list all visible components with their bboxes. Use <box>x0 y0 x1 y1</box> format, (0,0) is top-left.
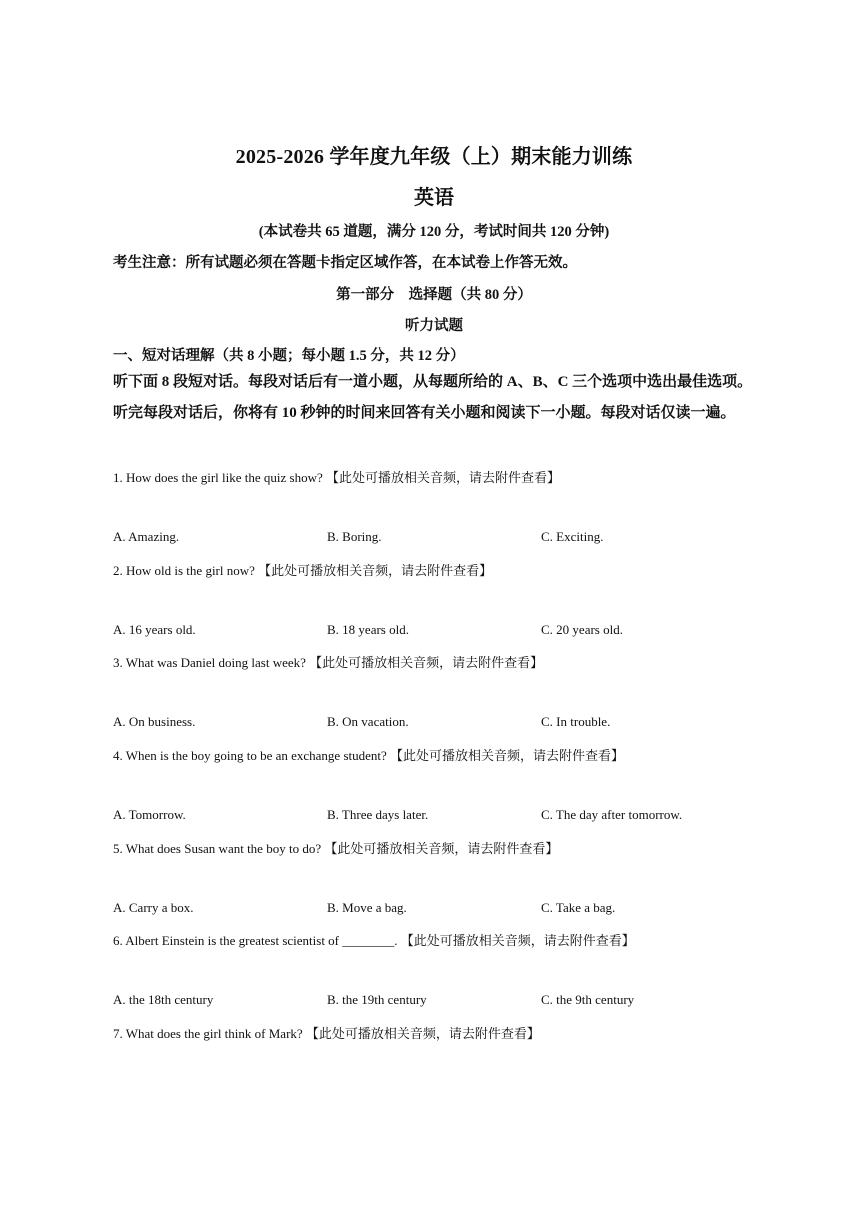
exam-title: 2025-2026 学年度九年级（上）期末能力训练 <box>235 146 633 168</box>
option-b: B. the 19th century <box>327 992 427 1007</box>
option-a: A. Carry a box. <box>113 900 194 915</box>
subject-title: 英语 <box>414 187 454 209</box>
audio-note: 【此处可播放相关音频，请去附件查看】 <box>305 1026 540 1041</box>
option-b: B. Boring. <box>327 529 382 544</box>
option-c: C. Take a bag. <box>541 900 616 915</box>
option-b: B. 18 years old. <box>327 622 409 637</box>
option-b: B. On vacation. <box>327 714 409 729</box>
question-text: 6. Albert Einstein is the greatest scientist of ________. <box>113 933 398 948</box>
audio-note: 【此处可播放相关音频，请去附件查看】 <box>258 563 493 578</box>
section-instructions: 听下面 8 段短对话。每段对话后有一道小题，从每题所给的 A、B、C 三个选项中选出最佳选项。听完每段对话后，你将有 10 秒钟的时间来回答有关小题和阅读下一小题。每段对话仅读一遍。 <box>113 374 753 421</box>
audio-note: 【此处可播放相关音频，请去附件查看】 <box>326 470 561 485</box>
question-stem <box>113 560 492 579</box>
question-text: 7. What does the girl think of Mark? <box>113 1026 303 1041</box>
audio-note: 【此处可播放相关音频，请去附件查看】 <box>390 748 625 763</box>
option-c: C. The day after tomorrow. <box>541 807 683 822</box>
option-a: A. On business. <box>113 714 196 729</box>
audio-note: 【此处可播放相关音频，请去附件查看】 <box>400 933 635 948</box>
question-stem <box>113 1023 540 1042</box>
exam-notice: 考生注意：所有试题必须在答题卡指定区域作答，在本试卷上作答无效。 <box>113 255 577 271</box>
option-b: B. Move a bag. <box>327 900 407 915</box>
part-title: 第一部分 选择题（共 80 分） <box>336 287 532 303</box>
question-text: 1. How does the girl like the quiz show? <box>113 470 323 485</box>
option-a: A. 16 years old. <box>113 622 196 637</box>
option-a: A. Tomorrow. <box>113 807 186 822</box>
question-stem <box>113 745 624 764</box>
exam-info: (本试卷共 65 道题，满分 120 分，考试时间共 120 分钟) <box>258 224 610 240</box>
question-text: 5. What does Susan want the boy to do? <box>113 841 322 856</box>
listening-title: 听力试题 <box>405 318 463 334</box>
option-a: A. Amazing. <box>113 529 180 544</box>
option-a: A. the 18th century <box>113 992 214 1007</box>
question-text: 4. When is the boy going to be an exchange student? <box>113 748 387 763</box>
option-c: C. Exciting. <box>541 529 604 544</box>
question-stem <box>113 467 560 486</box>
question-stem <box>113 838 558 857</box>
audio-note: 【此处可播放相关音频，请去附件查看】 <box>324 841 559 856</box>
question-stem <box>113 930 635 949</box>
question-stem <box>113 652 543 671</box>
option-c: C. In trouble. <box>541 714 611 729</box>
option-c: C. the 9th century <box>541 992 635 1007</box>
audio-note: 【此处可播放相关音频，请去附件查看】 <box>309 655 544 670</box>
option-b: B. Three days later. <box>327 807 429 822</box>
section-heading: 一、短对话理解（共 8 小题；每小题 1.5 分，共 12 分） <box>113 348 465 364</box>
question-text: 3. What was Daniel doing last week? <box>113 655 306 670</box>
option-c: C. 20 years old. <box>541 622 623 637</box>
question-text: 2. How old is the girl now? <box>113 563 255 578</box>
